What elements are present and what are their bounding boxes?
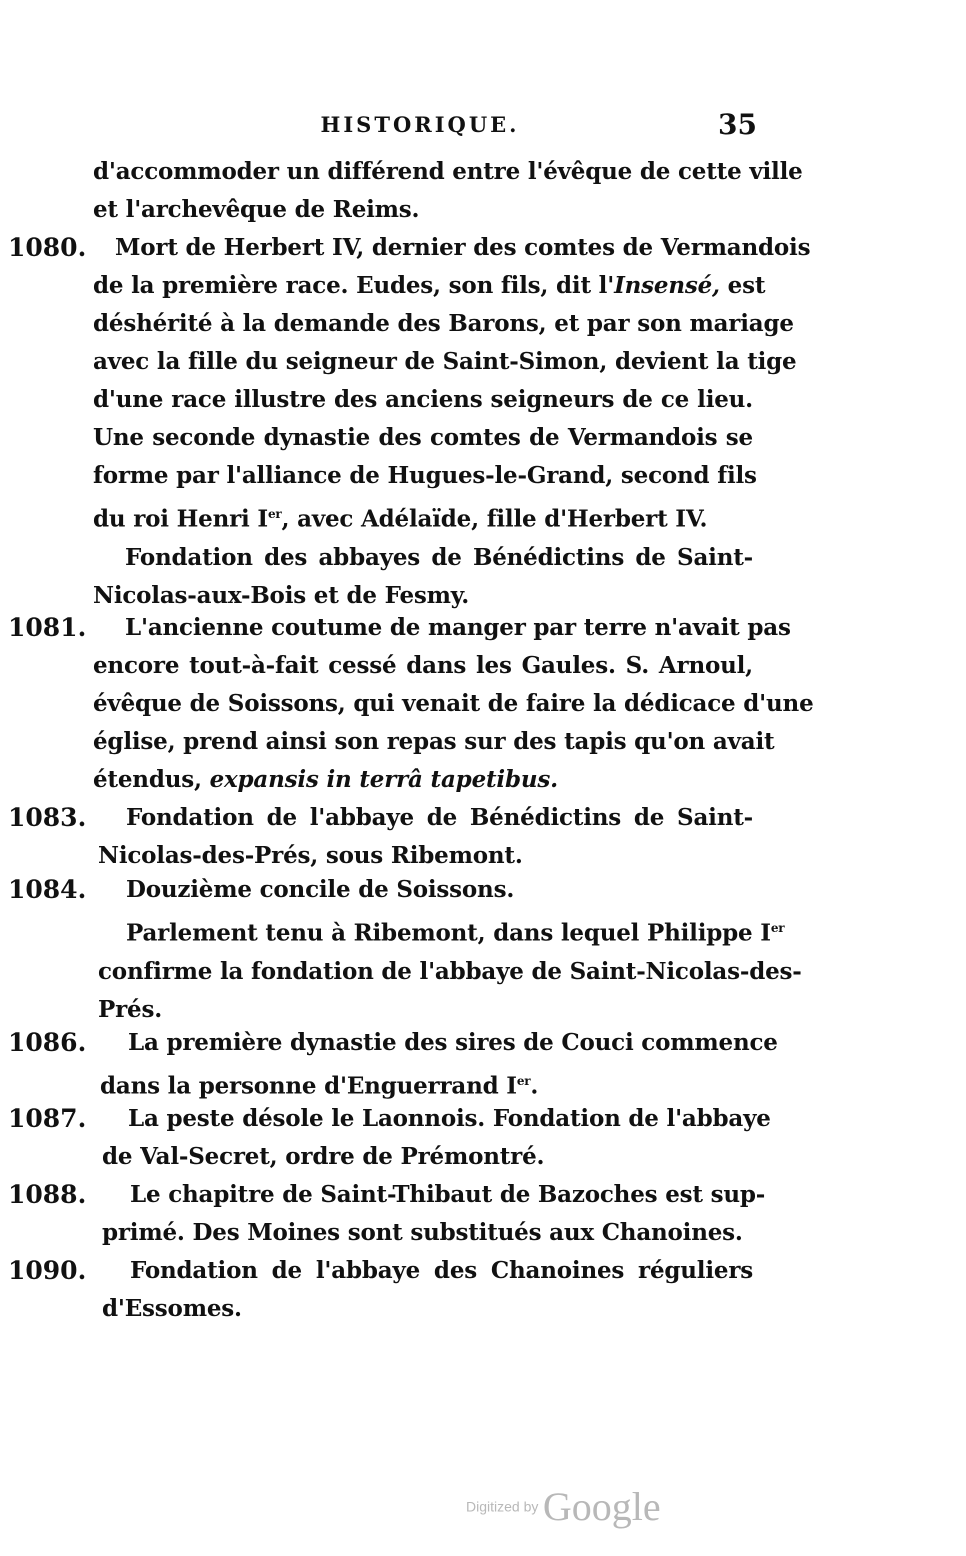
text-line: de Val-Secret, ordre de Prémontré. [102, 1143, 545, 1170]
entry-year: 1080. [8, 233, 87, 262]
text-line [93, 495, 753, 539]
text-line: Fondation de l'abbaye de Bénédictins de Saint- [126, 804, 753, 831]
page-number: 35 [718, 108, 757, 141]
entry-year: 1087. [8, 1104, 87, 1133]
text-line: Mort de Herbert IV, dernier des comtes de Vermandois [115, 234, 811, 261]
superscript: er [516, 1074, 531, 1088]
entry-text [102, 1100, 771, 1176]
text-line: Douzième concile de Soissons. [126, 876, 515, 903]
text-line: Nicolas-des-Prés, sous Ribemont. [98, 842, 523, 869]
entry-text [98, 799, 753, 875]
digitized-by-watermark [466, 1483, 661, 1530]
text-line: L'ancienne coutume de manger par terre n'avait pas [125, 614, 791, 641]
entry-year: 1088. [8, 1180, 87, 1209]
text-segment: du roi Henri I [93, 505, 268, 533]
text-segment: Parlement tenu à Ribemont, dans lequel Philippe I [126, 919, 771, 947]
text-line: La peste désole le Laonnois. Fondation de l'abbaye [128, 1105, 771, 1132]
text-line: déshérité à la demande des Barons, et par son mariage [93, 310, 794, 337]
digitized-by-label: Digitized by [466, 1498, 539, 1515]
text-line: forme par l'alliance de Hugues-le-Grand, second fils [93, 462, 757, 489]
running-title: HISTORIQUE. [320, 112, 520, 137]
text-line: La première dynastie des sires de Couci commence [128, 1029, 778, 1056]
entry-text [102, 1176, 766, 1252]
entry-text [93, 229, 811, 615]
text-segment: de la première race. Eudes, son fils, dit l' [93, 272, 615, 299]
entry-year: 1083. [8, 803, 87, 832]
text-line: Une seconde dynastie des comtes de Vermandois se [93, 424, 753, 451]
text-line: et l'archevêque de Reims. [93, 196, 420, 223]
entry-text [98, 871, 802, 1029]
superscript: er [267, 507, 282, 521]
google-logo: Google [542, 1484, 661, 1529]
entry-year: 1090. [8, 1256, 87, 1285]
text-segment: est [719, 272, 766, 299]
text-line: église, prend ainsi son repas sur des tapis qu'on avait [93, 728, 775, 755]
text-line: d'une race illustre des anciens seigneurs de ce lieu. [93, 386, 753, 413]
entry-year: 1084. [8, 875, 87, 904]
continuation-paragraph [93, 153, 803, 229]
entry-year: 1086. [8, 1028, 87, 1057]
text-line: évêque de Soissons, qui venait de faire la dédicace d'une [93, 690, 814, 717]
entry-year: 1081. [8, 613, 87, 642]
text-line: Le chapitre de Saint-Thibaut de Bazoches est sup- [130, 1181, 766, 1208]
entry-text [102, 1252, 753, 1328]
text-line: Fondation des abbayes de Bénédictins de Saint- [125, 543, 753, 571]
text-line: encore tout-à-fait cessé dans les Gaules. S. Arnoul, [93, 652, 753, 679]
text-segment: , avec Adélaïde, fille d'Herbert IV. [281, 505, 708, 533]
text-segment: dans la personne d'Enguerrand I [100, 1072, 517, 1100]
text-line: Prés. [98, 995, 163, 1023]
text-segment: étendus, [93, 766, 210, 793]
text-line: avec la fille du seigneur de Saint-Simon, devient la tige [93, 348, 797, 375]
text-line [98, 909, 785, 953]
entry-text [93, 609, 814, 799]
text-line: primé. Des Moines sont substitués aux Chanoines. [102, 1219, 743, 1246]
text-line: Nicolas-aux-Bois et de Fesmy. [93, 581, 470, 609]
text-line: Fondation de l'abbaye des Chanoines réguliers [130, 1257, 753, 1284]
text-segment: . [530, 1072, 539, 1100]
italic-term: Insensé, [614, 272, 720, 299]
text-line: d'Essomes. [102, 1295, 242, 1322]
text-line [93, 267, 766, 305]
latin-quote: expansis in terrâ tapetibus. [209, 766, 558, 793]
entry-text [100, 1024, 778, 1106]
text-line [93, 761, 753, 799]
superscript: er [770, 921, 785, 935]
text-line: confirme la fondation de l'abbaye de Saint-Nicolas-des- [98, 957, 802, 985]
text-line: d'accommoder un différend entre l'évêque de cette ville [93, 158, 803, 185]
